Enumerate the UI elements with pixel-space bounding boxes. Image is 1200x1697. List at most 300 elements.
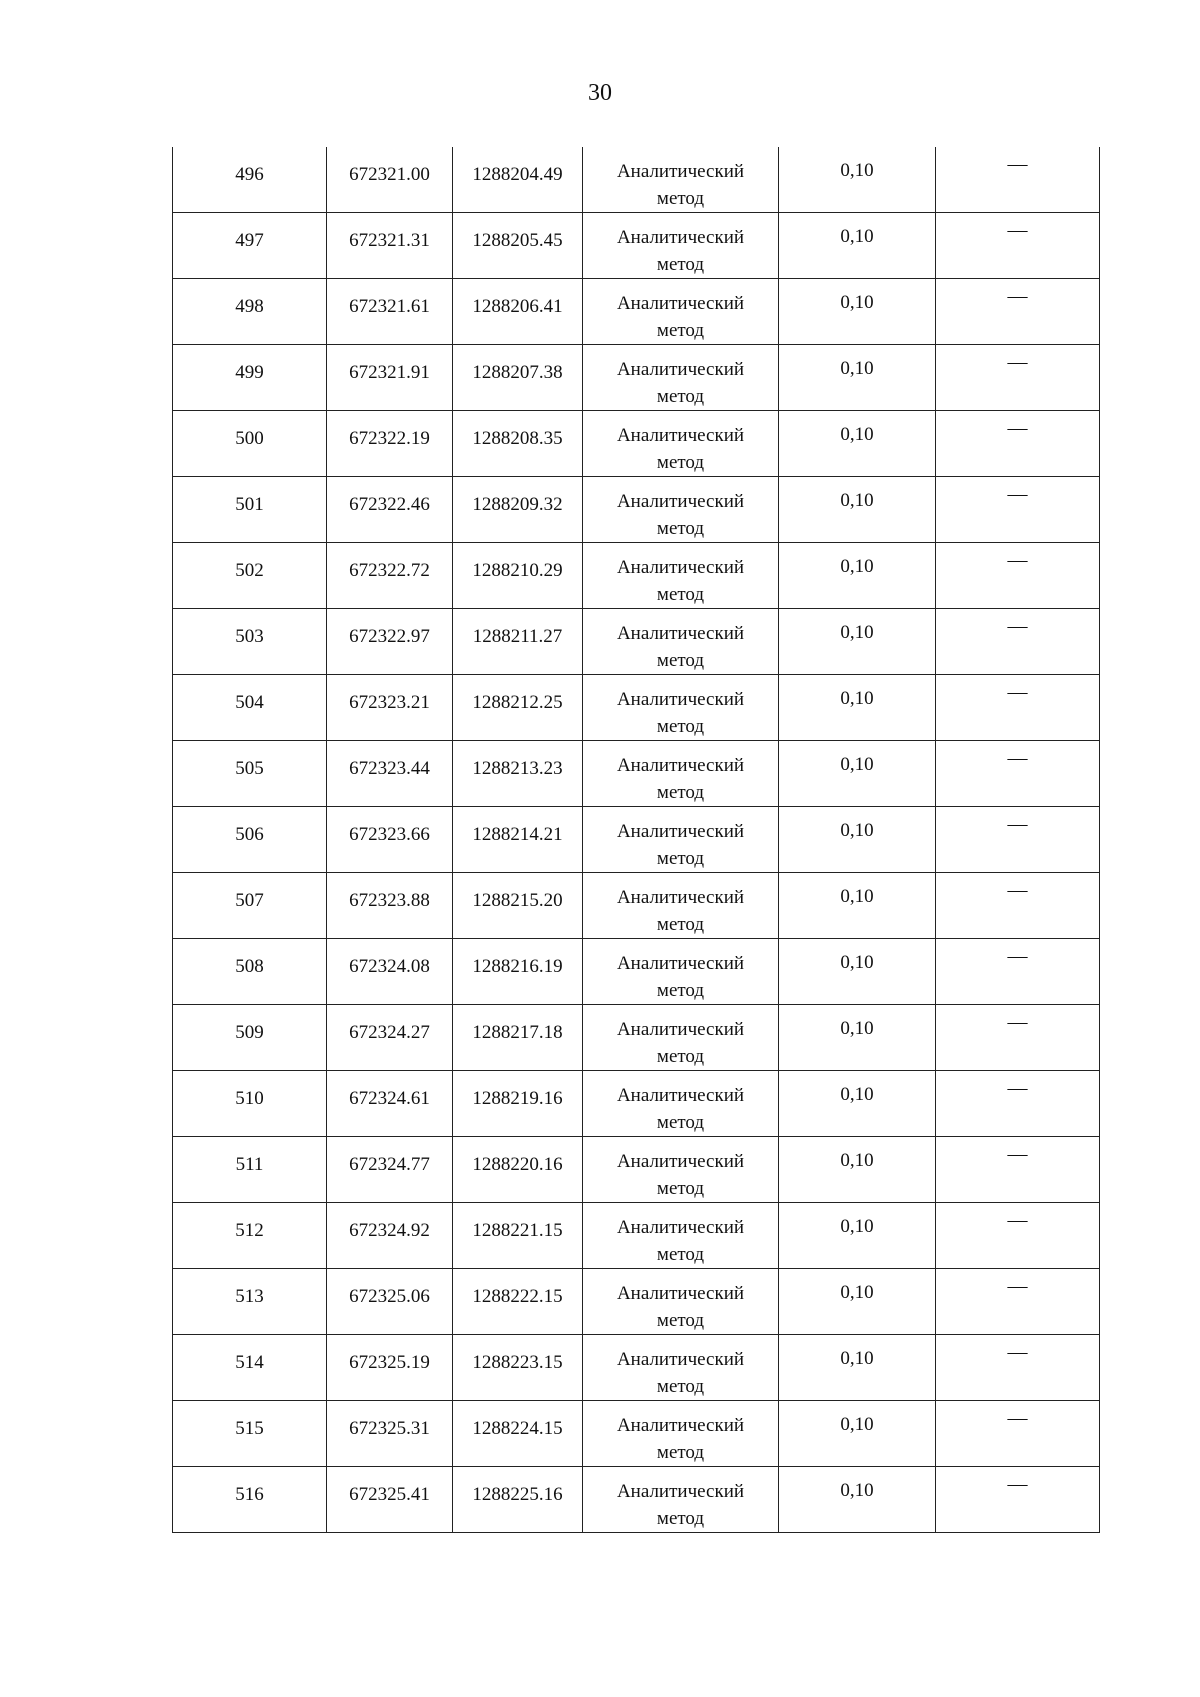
page-number: 30 xyxy=(588,80,612,106)
method-cell xyxy=(583,1269,779,1335)
method-text xyxy=(583,741,778,806)
error-value-cell xyxy=(779,1203,936,1269)
y-coordinate-cell xyxy=(453,1269,583,1335)
x-coordinate-cell-text: 672324.27 xyxy=(349,1022,430,1043)
error-value-cell xyxy=(779,1005,936,1071)
error-value-cell-text: 0,10 xyxy=(840,820,874,841)
method-text xyxy=(583,1203,778,1268)
error-value-cell xyxy=(779,1401,936,1467)
point-number-cell xyxy=(173,1137,327,1203)
note-cell xyxy=(936,1203,1100,1269)
x-coordinate-cell xyxy=(327,873,453,939)
method-text xyxy=(583,1467,778,1532)
method-cell xyxy=(583,873,779,939)
y-coordinate-cell-text: 1288221.15 xyxy=(472,1220,563,1241)
y-coordinate-cell xyxy=(453,873,583,939)
error-value-cell-text: 0,10 xyxy=(840,292,874,313)
table-row xyxy=(173,1401,1100,1467)
note-cell-text: — xyxy=(1007,681,1028,703)
error-value-cell xyxy=(779,873,936,939)
method-line-2: метод xyxy=(656,1112,705,1133)
note-cell xyxy=(936,543,1100,609)
error-value-cell-text: 0,10 xyxy=(840,1282,874,1303)
point-number-cell-text: 509 xyxy=(235,1022,264,1043)
x-coordinate-cell xyxy=(327,279,453,345)
x-coordinate-cell-text: 672322.46 xyxy=(349,494,430,515)
point-number-cell xyxy=(173,1335,327,1401)
method-line-2: метод xyxy=(656,386,705,407)
x-coordinate-cell xyxy=(327,1401,453,1467)
point-number-cell xyxy=(173,147,327,213)
point-number-cell xyxy=(173,411,327,477)
point-number-cell xyxy=(173,675,327,741)
note-cell xyxy=(936,675,1100,741)
error-value-cell-text: 0,10 xyxy=(840,556,874,577)
method-line-2: метод xyxy=(656,1376,705,1397)
point-number-cell xyxy=(173,873,327,939)
table-row xyxy=(173,477,1100,543)
error-value-cell-text: 0,10 xyxy=(840,1084,874,1105)
method-line-1: Аналитический xyxy=(616,689,745,710)
point-number-cell-text: 514 xyxy=(235,1352,264,1373)
note-cell xyxy=(936,873,1100,939)
method-line-1: Аналитический xyxy=(616,1217,745,1238)
method-line-1: Аналитический xyxy=(616,161,745,182)
error-value-cell-text: 0,10 xyxy=(840,1480,874,1501)
method-text xyxy=(583,939,778,1004)
method-cell xyxy=(583,1071,779,1137)
note-cell xyxy=(936,939,1100,1005)
note-cell xyxy=(936,741,1100,807)
table-row xyxy=(173,1335,1100,1401)
method-line-2: метод xyxy=(656,650,705,671)
table-row xyxy=(173,213,1100,279)
note-cell-text: — xyxy=(1007,1275,1028,1297)
y-coordinate-cell-text: 1288220.16 xyxy=(472,1154,563,1175)
point-number-cell-text: 505 xyxy=(235,758,264,779)
y-coordinate-cell xyxy=(453,1401,583,1467)
method-text xyxy=(583,147,778,212)
method-line-1: Аналитический xyxy=(616,1019,745,1040)
point-number-cell xyxy=(173,279,327,345)
error-value-cell xyxy=(779,807,936,873)
note-cell xyxy=(936,279,1100,345)
x-coordinate-cell xyxy=(327,1071,453,1137)
note-cell-text: — xyxy=(1007,153,1028,175)
method-text xyxy=(583,411,778,476)
note-cell-text: — xyxy=(1007,747,1028,769)
method-text xyxy=(583,1071,778,1136)
method-text xyxy=(583,1401,778,1466)
method-text xyxy=(583,1335,778,1400)
point-number-cell-text: 501 xyxy=(235,494,264,515)
note-cell-text: — xyxy=(1007,945,1028,967)
note-cell-text: — xyxy=(1007,1473,1028,1495)
method-line-2: метод xyxy=(656,452,705,473)
note-cell xyxy=(936,477,1100,543)
x-coordinate-cell-text: 672325.31 xyxy=(349,1418,430,1439)
table-row xyxy=(173,543,1100,609)
y-coordinate-cell-text: 1288223.15 xyxy=(472,1352,563,1373)
y-coordinate-cell-text: 1288216.19 xyxy=(472,956,563,977)
method-line-1: Аналитический xyxy=(616,887,745,908)
table-row xyxy=(173,939,1100,1005)
point-number-cell xyxy=(173,1071,327,1137)
x-coordinate-cell xyxy=(327,741,453,807)
note-cell-text: — xyxy=(1007,1209,1028,1231)
point-number-cell-text: 496 xyxy=(235,164,264,185)
error-value-cell xyxy=(779,147,936,213)
point-number-cell xyxy=(173,807,327,873)
method-line-1: Аналитический xyxy=(616,359,745,380)
point-number-cell-text: 508 xyxy=(235,956,264,977)
point-number-cell-text: 513 xyxy=(235,1286,264,1307)
error-value-cell-text: 0,10 xyxy=(840,160,874,181)
method-text xyxy=(583,1137,778,1202)
y-coordinate-cell xyxy=(453,279,583,345)
error-value-cell xyxy=(779,1335,936,1401)
method-line-2: метод xyxy=(656,320,705,341)
note-cell-text: — xyxy=(1007,417,1028,439)
note-cell xyxy=(936,213,1100,279)
point-number-cell xyxy=(173,345,327,411)
method-line-2: метод xyxy=(656,782,705,803)
note-cell-text: — xyxy=(1007,1143,1028,1165)
method-line-1: Аналитический xyxy=(616,1283,745,1304)
method-line-2: метод xyxy=(656,188,705,209)
point-number-cell-text: 502 xyxy=(235,560,264,581)
x-coordinate-cell-text: 672323.88 xyxy=(349,890,430,911)
error-value-cell-text: 0,10 xyxy=(840,688,874,709)
method-cell xyxy=(583,147,779,213)
method-line-2: метод xyxy=(656,584,705,605)
x-coordinate-cell-text: 672321.91 xyxy=(349,362,430,383)
method-line-2: метод xyxy=(656,848,705,869)
error-value-cell xyxy=(779,477,936,543)
table-row xyxy=(173,609,1100,675)
method-line-2: метод xyxy=(656,1046,705,1067)
point-number-cell xyxy=(173,1203,327,1269)
y-coordinate-cell-text: 1288210.29 xyxy=(472,560,563,581)
y-coordinate-cell xyxy=(453,477,583,543)
point-number-cell xyxy=(173,1401,327,1467)
note-cell xyxy=(936,1005,1100,1071)
error-value-cell xyxy=(779,1269,936,1335)
note-cell-text: — xyxy=(1007,813,1028,835)
method-line-2: метод xyxy=(656,980,705,1001)
note-cell xyxy=(936,1401,1100,1467)
method-line-2: метод xyxy=(656,1310,705,1331)
y-coordinate-cell-text: 1288225.16 xyxy=(472,1484,563,1505)
y-coordinate-cell-text: 1288209.32 xyxy=(472,494,563,515)
method-text xyxy=(583,609,778,674)
table-row xyxy=(173,411,1100,477)
note-cell xyxy=(936,807,1100,873)
y-coordinate-cell xyxy=(453,213,583,279)
error-value-cell-text: 0,10 xyxy=(840,1216,874,1237)
method-cell xyxy=(583,609,779,675)
table-row xyxy=(173,147,1100,213)
method-line-1: Аналитический xyxy=(616,1481,745,1502)
y-coordinate-cell xyxy=(453,1203,583,1269)
y-coordinate-cell-text: 1288208.35 xyxy=(472,428,563,449)
x-coordinate-cell xyxy=(327,1467,453,1533)
method-text xyxy=(583,873,778,938)
y-coordinate-cell xyxy=(453,609,583,675)
x-coordinate-cell-text: 672325.41 xyxy=(349,1484,430,1505)
y-coordinate-cell xyxy=(453,147,583,213)
method-cell xyxy=(583,477,779,543)
method-cell xyxy=(583,807,779,873)
y-coordinate-cell-text: 1288224.15 xyxy=(472,1418,563,1439)
table-row xyxy=(173,345,1100,411)
note-cell-text: — xyxy=(1007,1011,1028,1033)
error-value-cell-text: 0,10 xyxy=(840,1150,874,1171)
point-number-cell xyxy=(173,1269,327,1335)
table-row xyxy=(173,675,1100,741)
method-line-1: Аналитический xyxy=(616,557,745,578)
x-coordinate-cell-text: 672321.61 xyxy=(349,296,430,317)
y-coordinate-cell xyxy=(453,939,583,1005)
y-coordinate-cell xyxy=(453,1467,583,1533)
method-line-1: Аналитический xyxy=(616,755,745,776)
point-number-cell xyxy=(173,1005,327,1071)
method-text xyxy=(583,807,778,872)
error-value-cell-text: 0,10 xyxy=(840,358,874,379)
x-coordinate-cell-text: 672321.00 xyxy=(349,164,430,185)
error-value-cell-text: 0,10 xyxy=(840,622,874,643)
method-cell xyxy=(583,411,779,477)
error-value-cell xyxy=(779,1467,936,1533)
note-cell xyxy=(936,1071,1100,1137)
note-cell-text: — xyxy=(1007,285,1028,307)
point-number-cell-text: 504 xyxy=(235,692,264,713)
table-row xyxy=(173,1005,1100,1071)
x-coordinate-cell-text: 672324.08 xyxy=(349,956,430,977)
note-cell-text: — xyxy=(1007,1341,1028,1363)
error-value-cell-text: 0,10 xyxy=(840,952,874,973)
point-number-cell-text: 503 xyxy=(235,626,264,647)
note-cell-text: — xyxy=(1007,351,1028,373)
table-row xyxy=(173,279,1100,345)
method-line-2: метод xyxy=(656,716,705,737)
y-coordinate-cell-text: 1288204.49 xyxy=(472,164,563,185)
point-number-cell xyxy=(173,741,327,807)
error-value-cell-text: 0,10 xyxy=(840,490,874,511)
x-coordinate-cell xyxy=(327,1203,453,1269)
x-coordinate-cell xyxy=(327,1137,453,1203)
method-text xyxy=(583,675,778,740)
error-value-cell xyxy=(779,741,936,807)
method-line-1: Аналитический xyxy=(616,425,745,446)
note-cell-text: — xyxy=(1007,483,1028,505)
point-number-cell-text: 506 xyxy=(235,824,264,845)
coordinates-table xyxy=(172,147,1100,1533)
point-number-cell xyxy=(173,213,327,279)
x-coordinate-cell-text: 672322.97 xyxy=(349,626,430,647)
point-number-cell xyxy=(173,477,327,543)
error-value-cell xyxy=(779,213,936,279)
note-cell-text: — xyxy=(1007,1077,1028,1099)
y-coordinate-cell xyxy=(453,1335,583,1401)
note-cell-text: — xyxy=(1007,219,1028,241)
method-cell xyxy=(583,543,779,609)
method-text xyxy=(583,477,778,542)
x-coordinate-cell-text: 672324.77 xyxy=(349,1154,430,1175)
error-value-cell xyxy=(779,411,936,477)
method-cell xyxy=(583,279,779,345)
y-coordinate-cell xyxy=(453,411,583,477)
method-line-1: Аналитический xyxy=(616,623,745,644)
method-cell xyxy=(583,1137,779,1203)
point-number-cell-text: 510 xyxy=(235,1088,264,1109)
point-number-cell-text: 511 xyxy=(235,1154,264,1175)
point-number-cell-text: 498 xyxy=(235,296,264,317)
point-number-cell-text: 497 xyxy=(235,230,264,251)
point-number-cell-text: 512 xyxy=(235,1220,264,1241)
x-coordinate-cell xyxy=(327,1005,453,1071)
error-value-cell-text: 0,10 xyxy=(840,226,874,247)
method-text xyxy=(583,345,778,410)
point-number-cell-text: 500 xyxy=(235,428,264,449)
method-line-1: Аналитический xyxy=(616,821,745,842)
x-coordinate-cell-text: 672325.06 xyxy=(349,1286,430,1307)
note-cell xyxy=(936,345,1100,411)
error-value-cell xyxy=(779,1137,936,1203)
y-coordinate-cell-text: 1288222.15 xyxy=(472,1286,563,1307)
method-line-2: метод xyxy=(656,1508,705,1529)
table-row xyxy=(173,807,1100,873)
point-number-cell xyxy=(173,939,327,1005)
error-value-cell xyxy=(779,609,936,675)
x-coordinate-cell xyxy=(327,411,453,477)
y-coordinate-cell-text: 1288217.18 xyxy=(472,1022,563,1043)
note-cell xyxy=(936,1335,1100,1401)
y-coordinate-cell xyxy=(453,543,583,609)
x-coordinate-cell xyxy=(327,1335,453,1401)
note-cell-text: — xyxy=(1007,549,1028,571)
method-line-1: Аналитический xyxy=(616,491,745,512)
point-number-cell xyxy=(173,609,327,675)
error-value-cell xyxy=(779,939,936,1005)
error-value-cell xyxy=(779,675,936,741)
x-coordinate-cell xyxy=(327,147,453,213)
method-line-1: Аналитический xyxy=(616,953,745,974)
error-value-cell xyxy=(779,345,936,411)
y-coordinate-cell-text: 1288212.25 xyxy=(472,692,563,713)
method-line-1: Аналитический xyxy=(616,1349,745,1370)
x-coordinate-cell xyxy=(327,477,453,543)
y-coordinate-cell-text: 1288206.41 xyxy=(472,296,563,317)
method-cell xyxy=(583,1005,779,1071)
x-coordinate-cell-text: 672323.44 xyxy=(349,758,430,779)
error-value-cell-text: 0,10 xyxy=(840,754,874,775)
point-number-cell-text: 507 xyxy=(235,890,264,911)
x-coordinate-cell xyxy=(327,543,453,609)
method-cell xyxy=(583,345,779,411)
error-value-cell-text: 0,10 xyxy=(840,1018,874,1039)
y-coordinate-cell-text: 1288214.21 xyxy=(472,824,563,845)
x-coordinate-cell-text: 672323.66 xyxy=(349,824,430,845)
x-coordinate-cell-text: 672322.72 xyxy=(349,560,430,581)
method-text xyxy=(583,213,778,278)
method-text xyxy=(583,1269,778,1334)
note-cell-text: — xyxy=(1007,1407,1028,1429)
y-coordinate-cell xyxy=(453,345,583,411)
note-cell xyxy=(936,147,1100,213)
y-coordinate-cell-text: 1288211.27 xyxy=(472,626,563,647)
method-cell xyxy=(583,939,779,1005)
method-text xyxy=(583,279,778,344)
table-row xyxy=(173,1203,1100,1269)
x-coordinate-cell xyxy=(327,939,453,1005)
note-cell-text: — xyxy=(1007,615,1028,637)
table-row xyxy=(173,873,1100,939)
method-line-1: Аналитический xyxy=(616,1151,745,1172)
y-coordinate-cell-text: 1288219.16 xyxy=(472,1088,563,1109)
error-value-cell xyxy=(779,1071,936,1137)
note-cell xyxy=(936,1269,1100,1335)
method-line-2: метод xyxy=(656,1442,705,1463)
point-number-cell xyxy=(173,543,327,609)
error-value-cell-text: 0,10 xyxy=(840,1348,874,1369)
method-cell xyxy=(583,1203,779,1269)
x-coordinate-cell-text: 672324.92 xyxy=(349,1220,430,1241)
x-coordinate-cell xyxy=(327,675,453,741)
method-line-2: метод xyxy=(656,254,705,275)
point-number-cell-text: 515 xyxy=(235,1418,264,1439)
x-coordinate-cell xyxy=(327,807,453,873)
note-cell xyxy=(936,411,1100,477)
point-number-cell xyxy=(173,1467,327,1533)
y-coordinate-cell xyxy=(453,1005,583,1071)
table-row xyxy=(173,1071,1100,1137)
y-coordinate-cell xyxy=(453,807,583,873)
method-line-2: метод xyxy=(656,1244,705,1265)
y-coordinate-cell-text: 1288213.23 xyxy=(472,758,563,779)
method-cell xyxy=(583,1467,779,1533)
method-cell xyxy=(583,1335,779,1401)
coordinates-table-body xyxy=(173,147,1100,1533)
table-row xyxy=(173,741,1100,807)
error-value-cell xyxy=(779,279,936,345)
method-text xyxy=(583,1005,778,1070)
table-row xyxy=(173,1137,1100,1203)
error-value-cell-text: 0,10 xyxy=(840,424,874,445)
method-cell xyxy=(583,741,779,807)
note-cell xyxy=(936,1467,1100,1533)
method-line-1: Аналитический xyxy=(616,227,745,248)
method-line-1: Аналитический xyxy=(616,1085,745,1106)
y-coordinate-cell-text: 1288215.20 xyxy=(472,890,563,911)
error-value-cell xyxy=(779,543,936,609)
x-coordinate-cell-text: 672325.19 xyxy=(349,1352,430,1373)
y-coordinate-cell xyxy=(453,675,583,741)
error-value-cell-text: 0,10 xyxy=(840,1414,874,1435)
note-cell xyxy=(936,1137,1100,1203)
x-coordinate-cell-text: 672321.31 xyxy=(349,230,430,251)
method-text xyxy=(583,543,778,608)
point-number-cell-text: 516 xyxy=(235,1484,264,1505)
method-line-2: метод xyxy=(656,1178,705,1199)
note-cell xyxy=(936,609,1100,675)
x-coordinate-cell xyxy=(327,345,453,411)
y-coordinate-cell xyxy=(453,1137,583,1203)
method-line-2: метод xyxy=(656,518,705,539)
note-cell-text: — xyxy=(1007,879,1028,901)
x-coordinate-cell xyxy=(327,609,453,675)
x-coordinate-cell xyxy=(327,213,453,279)
